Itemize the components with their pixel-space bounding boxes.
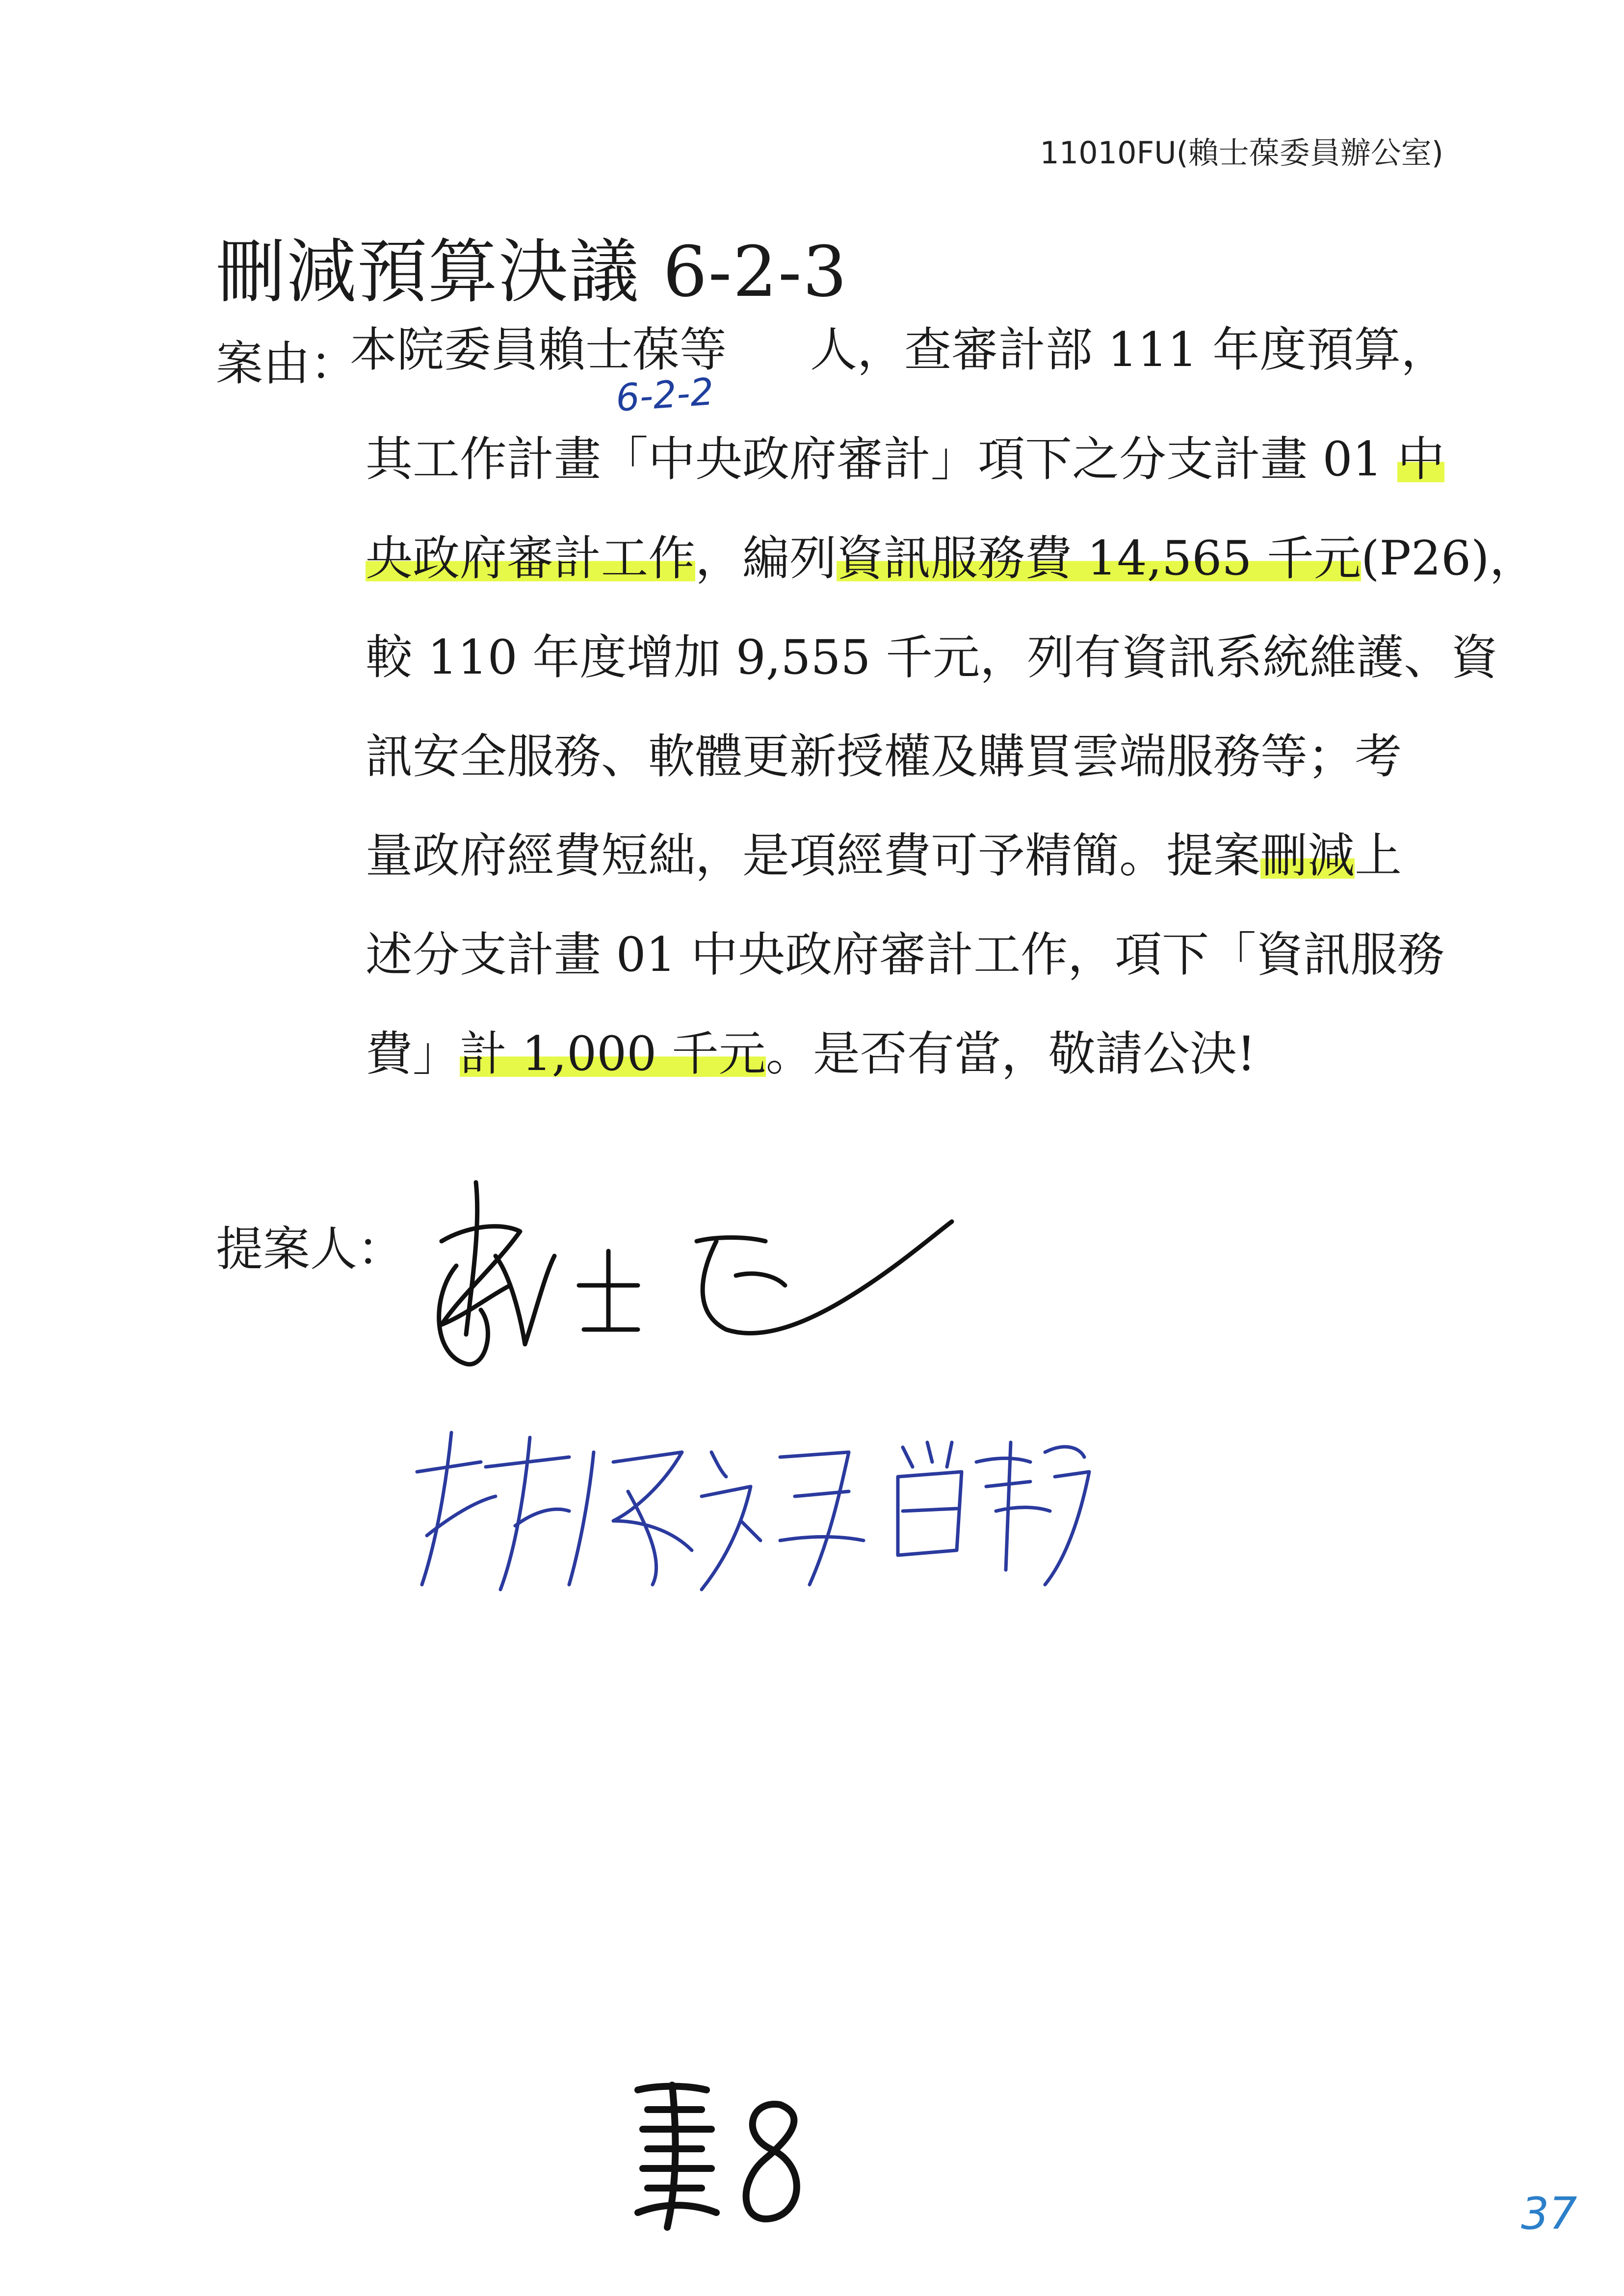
body-line-8 <box>366 1026 1256 1081</box>
body-line-7 <box>366 927 1445 982</box>
body-line-1 <box>350 322 1448 377</box>
body-line-6 <box>366 828 1402 883</box>
body-line-2 <box>366 432 1445 487</box>
body-text: 其工作計畫「中央政府審計」項下之分支計畫 01 <box>366 432 1398 487</box>
highlighted-text: 資訊服務費 14,565 千元 <box>837 531 1361 586</box>
body-text: 上 <box>1355 828 1402 883</box>
signature-3 <box>618 2075 824 2242</box>
body-text: 訊安全服務、軟體更新授權及購買雲端服務等；考 <box>366 729 1402 784</box>
body-text: 述分支計畫 01 中央政府審計工作，項下「資訊服務 <box>366 927 1445 982</box>
highlighted-text: 計 1,000 千元 <box>460 1026 766 1081</box>
page-number: 37 <box>1521 2188 1577 2240</box>
body-text: 人，查審計部 111 年度預算， <box>810 322 1448 377</box>
signature-1 <box>422 1168 971 1393</box>
signature-2 <box>407 1423 1094 1604</box>
body-text: (P26)， <box>1361 531 1537 586</box>
highlighted-text: 央政府審計工作 <box>366 531 695 586</box>
highlighted-text: 刪減 <box>1260 828 1355 883</box>
body-text: 量政府經費短絀，是項經費可予精簡。提案 <box>366 828 1260 883</box>
body-line-4 <box>366 630 1498 685</box>
body-text: 較 110 年度增加 9,555 千元，列有資訊系統維護、資 <box>366 630 1498 685</box>
document-title: 刪減預算決議 6-2-3 <box>216 232 848 313</box>
highlighted-text: 中 <box>1397 432 1445 487</box>
office-tag: 11010FU(賴士葆委員辦公室) <box>1040 135 1443 171</box>
handwritten-annotation: 6-2-2 <box>614 369 715 420</box>
body-line-5 <box>366 729 1402 784</box>
reason-label: 案由： <box>216 336 357 391</box>
body-text: 費」 <box>366 1026 460 1081</box>
body-text: ，編列 <box>695 531 837 586</box>
body-line-3 <box>366 531 1537 586</box>
body-text: 本院委員賴士葆等 <box>350 322 727 377</box>
proposer-label: 提案人： <box>216 1222 404 1277</box>
body-text: 。是否有當，敬請公決! <box>765 1026 1256 1081</box>
